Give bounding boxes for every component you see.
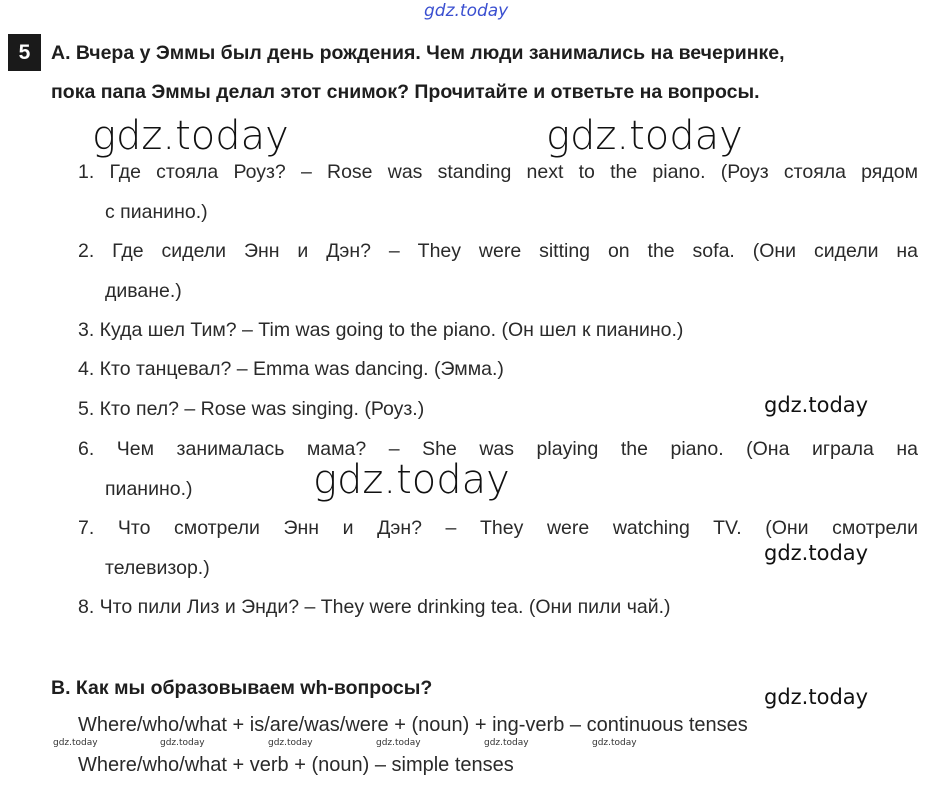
watermark-small: gdz.today	[376, 738, 421, 748]
list-item	[78, 310, 918, 350]
heading-a-line1: A. Вчера у Эммы был день рождения. Чем люди занимались на вечеринке,	[51, 42, 785, 64]
heading-b: B. Как мы образовываем wh-вопросы?	[51, 677, 433, 699]
list-item-line1: 8. Что пили Лиз и Энди? – They were drinking tea. (Они пили чай.)	[78, 596, 671, 618]
task-number-badge: 5	[8, 34, 41, 71]
watermark-small: gdz.today	[268, 738, 313, 748]
watermark-small: gdz.today	[160, 738, 205, 748]
list-item-line1: 2. Где сидели Энн и Дэн? – They were sitting on the sofa. (Они сидели на	[78, 240, 918, 262]
list-item-line1: 4. Кто танцевал? – Emma was dancing. (Эмма.)	[78, 358, 504, 380]
list-item-line1: 6. Чем занималась мама? – She was playing the piano. (Она играла на	[78, 438, 918, 460]
rule-continuous: Where/who/what + is/are/was/were + (noun) + ing-verb – continuous tenses	[78, 714, 748, 736]
watermark-small: gdz.today	[53, 738, 98, 748]
watermark: gdz.today	[313, 457, 510, 503]
watermark: gdz.today	[92, 113, 289, 159]
watermark: gdz.today	[764, 393, 869, 417]
watermark-top: gdz.today	[424, 1, 509, 21]
list-item	[78, 587, 918, 627]
list-item-line2: телевизор.)	[105, 557, 210, 579]
list-item	[78, 429, 918, 509]
list-item	[78, 389, 918, 429]
watermark: gdz.today	[764, 541, 869, 565]
list-item-line2: с пианино.)	[105, 201, 208, 223]
list-item-line2: пианино.)	[105, 478, 193, 500]
list-item-line1: 5. Кто пел? – Rose was singing. (Роуз.)	[78, 398, 425, 420]
watermark-small: gdz.today	[484, 738, 529, 748]
list-item-line1: 7. Что смотрели Энн и Дэн? – They were watching TV. (Они смотрели	[78, 517, 918, 539]
list-item	[78, 349, 918, 389]
watermark-small: gdz.today	[592, 738, 637, 748]
list-item-line2: диване.)	[105, 280, 182, 302]
rule-simple: Where/who/what + verb + (noun) – simple tenses	[78, 754, 514, 776]
list-item	[78, 508, 918, 588]
list-item	[78, 152, 918, 232]
watermark: gdz.today	[546, 113, 743, 159]
list-item-line1: 3. Куда шел Тим? – Tim was going to the piano. (Он шел к пианино.)	[78, 319, 684, 341]
watermark: gdz.today	[764, 685, 869, 709]
list-item-line1: 1. Где стояла Роуз? – Rose was standing next to the piano. (Роуз стояла рядом	[78, 161, 918, 183]
list-item	[78, 231, 918, 311]
heading-a-line2: пока папа Эммы делал этот снимок? Прочитайте и ответьте на вопросы.	[51, 81, 760, 103]
